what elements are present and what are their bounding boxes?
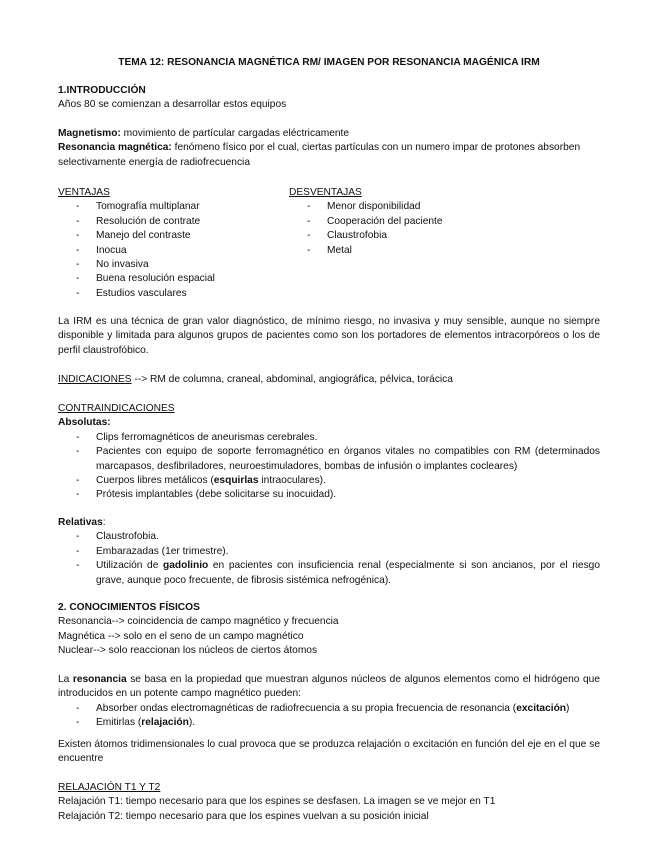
text-span: Emitirlas ( <box>96 717 142 729</box>
bold-span: gadolinio <box>162 560 209 572</box>
list-item: - Embarazadas (1er trimestre). <box>58 545 600 559</box>
list-item: - Inocua <box>58 244 278 258</box>
fisicos-heading: 2. CONOCIMIENTOS FÍSICOS <box>58 602 200 613</box>
list-item: - Estudios vasculares <box>58 287 278 301</box>
resonancia-term: Resonancia magnética: <box>58 142 172 154</box>
bold-span: excitación <box>516 703 567 714</box>
list-item: - No invasiva <box>58 258 278 272</box>
relajacion-t2: Relajación T2: tiempo necesario para que los espines vuelvan a su posición inicial <box>58 810 429 822</box>
magnetismo-text: movimiento de partícular cargadas eléctricamente <box>120 128 350 139</box>
text-span: se basa en la propiedad que muestran algunos núcleos de algunos elementos como el hidrógeno que introducidos en un potente campo magnético pueden: <box>58 674 601 700</box>
ventajas-heading: VENTAJAS <box>58 187 110 198</box>
contraindicaciones-heading: CONTRAINDICACIONES <box>58 403 175 414</box>
relajacion-t1: Relajación T1: tiempo necesario para que los espines se desfasen. La imagen se ve mejor en T1 <box>58 796 496 808</box>
desventajas-section <box>289 186 489 258</box>
ventajas-list <box>58 200 278 301</box>
text-span: Absorber ondas electromagnéticas de radiofrecuencia a su propia frecuencia de resonancia ( <box>96 703 517 714</box>
intro-section <box>58 84 600 113</box>
fisicos-line: Magnética --> solo en el seno de un campo magnético <box>58 630 304 642</box>
list-item <box>58 716 600 730</box>
bold-span: relajación <box>141 717 189 729</box>
list-item: - Cooperación del paciente <box>289 215 489 229</box>
list-item: - Claustrofobia <box>289 229 489 243</box>
relajacion-heading: RELAJACIÓN T1 Y T2 <box>58 782 161 793</box>
ventajas-section <box>58 186 278 301</box>
fisicos-section <box>58 601 600 659</box>
list-item: - Clips ferromagnéticos de aneurismas cerebrales. <box>58 431 600 445</box>
list-item: - Metal <box>289 244 489 258</box>
resonancia-list-block <box>58 702 600 731</box>
magnetismo-term: Magnetismo: <box>58 128 121 139</box>
desventajas-list <box>289 200 489 258</box>
magnetismo-definition <box>58 127 600 141</box>
indicaciones-heading: INDICACIONES <box>58 374 132 385</box>
text-span: intraoculares). <box>258 475 326 487</box>
text-span: en pacientes con insuficiencia renal (especialmente si son ancianos, por el riesgo grave, aunque poco frecuente, de fibrosis sistémica nefrogénica). <box>96 560 600 586</box>
list-item: - Buena resolución espacial <box>58 272 278 286</box>
text-span: Cuerpos libres metálicos ( <box>96 475 214 487</box>
fisicos-line: Nuclear--> solo reaccionan los núcleos de ciertos átomos <box>58 645 318 657</box>
atomos-paragraph: Existen átomos tridimensionales lo cual provoca que se produzca relajación o excitación en función del eje en el que se encuentre <box>58 739 600 765</box>
list-item <box>58 474 600 488</box>
intro-heading: 1.INTRODUCCIÓN <box>58 85 146 96</box>
list-item: - Claustrofobia. <box>58 530 600 544</box>
text-span: ) <box>566 703 570 714</box>
indicaciones-line <box>58 373 600 387</box>
desventajas-heading: DESVENTAJAS <box>289 187 362 198</box>
list-item <box>58 559 600 588</box>
list-item: - Tomografía multiplanar <box>58 200 278 214</box>
absolutas-list <box>58 431 600 503</box>
list-item: - Menor disponibilidad <box>289 200 489 214</box>
resonancia-paragraph <box>58 673 600 702</box>
relativas-label-line <box>58 516 600 530</box>
resonancia-list <box>58 702 600 731</box>
indicaciones-text: --> RM de columna, craneal, abdominal, angiográfica, pélvica, torácica <box>131 374 453 385</box>
relativas-list <box>58 530 600 588</box>
relativas-section <box>58 516 600 588</box>
irm-paragraph: La IRM es una técnica de gran valor diagnóstico, de mínimo riesgo, no invasiva y muy sensible, aunque no siempre disponible y limitada para algunos grupos de pacientes como son los portadores de elementos intracorpóreos o los de perfil claustrofóbico. <box>58 316 600 356</box>
resonancia-text: fenómeno físico por el cual, ciertas partículas con un numero impar de protones absorben selectivamente energía de radiofrecuencia <box>58 142 581 168</box>
intro-text: Años 80 se comienzan a desarrollar estos equipos <box>58 99 287 111</box>
document-title: TEMA 12: RESONANCIA MAGNÉTICA RM/ IMAGEN POR RESONANCIA MAGÉNICA IRM <box>118 57 540 68</box>
text-span: ). <box>188 717 196 729</box>
list-item <box>58 702 600 716</box>
fisicos-line: Resonancia--> coincidencia de campo magnético y frecuencia <box>58 616 339 628</box>
definitions <box>58 127 600 170</box>
relativas-label: Relativas <box>58 517 103 528</box>
list-item: - Prótesis implantables (debe solicitarse su inocuidad). <box>58 488 600 502</box>
relativas-colon: : <box>102 517 106 528</box>
list-item: - Pacientes con equipo de soporte ferromagnético en órganos vitales no compatibles con RM (determinados marcapasos, desfibriladores, neuroestimuladores, bombas de infusión o implantes cocleares) <box>58 445 600 474</box>
contraindicaciones-section <box>58 402 600 503</box>
relajacion-section <box>58 781 600 824</box>
absolutas-label: Absolutas: <box>58 417 111 429</box>
text-span: La <box>58 674 73 685</box>
text-span: Utilización de <box>96 560 163 572</box>
bold-span: resonancia <box>72 674 127 685</box>
resonancia-definition <box>58 141 600 170</box>
list-item: - Manejo del contraste <box>58 229 278 243</box>
bold-span: esquirlas <box>213 475 259 487</box>
list-item: - Resolución de contrate <box>58 215 278 229</box>
